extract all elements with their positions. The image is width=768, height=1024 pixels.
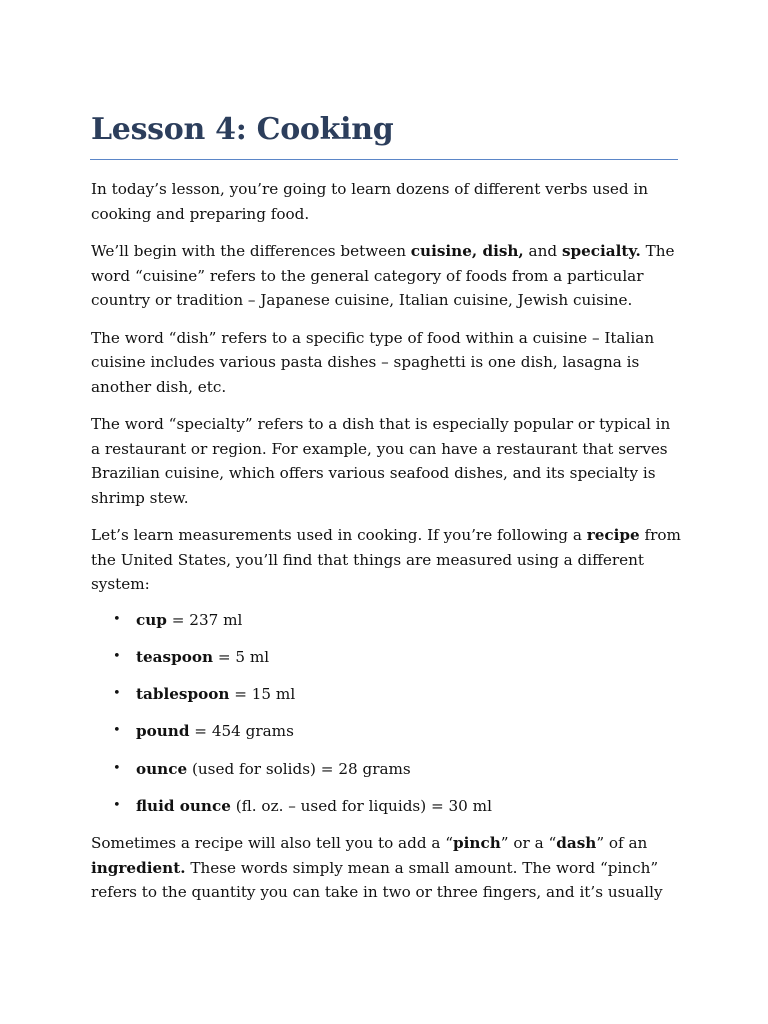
dish-paragraph: The word “dish” refers to a specific type of food within a cuisine – Italian cuisine includes various pasta dishes – spaghetti is one dish, lasagna is another dish, etc.: [91, 328, 655, 396]
bold-term-pinch: pinch: [453, 834, 501, 853]
bullet-icon: •: [113, 760, 121, 776]
list-item: [91, 757, 681, 782]
measure-term: fluid ounce: [136, 796, 231, 815]
list-item: [91, 608, 681, 633]
intro-paragraph: In today’s lesson, you’re going to learn dozens of different verbs used in cooking and preparing food.: [91, 180, 649, 223]
bold-terms: cuisine, dish,: [410, 242, 524, 260]
bullet-icon: •: [113, 723, 121, 739]
text-run: The word “cuisine” refers to the general category of foods from a particular country or tradition – Japanese cuisine, Italian cuisine, Jewish cuisine.: [91, 242, 675, 309]
measure-value: (fl. oz. – used for liquids) = 30 ml: [230, 796, 492, 815]
measure-term: ounce: [136, 759, 188, 778]
bullet-icon: •: [113, 648, 121, 664]
measurements-paragraph: [91, 523, 681, 597]
measurements-list: [91, 608, 681, 819]
text-run: and: [523, 242, 562, 260]
bold-term-ingredient: ingredient.: [91, 858, 186, 877]
text-run: ” of an: [596, 834, 648, 853]
bold-term-recipe: recipe: [586, 526, 640, 544]
text-run: These words simply mean a small amount. The word “pinch” refers to the quantity you can take in two or three fingers, and it’s usually: [91, 858, 663, 902]
list-item: [91, 645, 681, 670]
bullet-icon: •: [113, 611, 121, 627]
text-run: We’ll begin with the differences between: [91, 242, 411, 260]
measure-term: tablespoon: [136, 685, 230, 704]
pinch-dash-paragraph: [91, 831, 681, 905]
bullet-icon: •: [113, 686, 121, 702]
measure-term: pound: [136, 722, 190, 741]
measure-value: = 5 ml: [213, 647, 270, 666]
text-run: Let’s learn measurements used in cooking. If you’re following a: [91, 526, 587, 544]
measure-term: cup: [136, 610, 167, 629]
list-item: [91, 794, 681, 819]
text-run: ” or a “: [500, 834, 557, 853]
title-underline: [90, 159, 678, 160]
bullet-icon: •: [113, 797, 121, 813]
document-page: [91, 108, 681, 905]
measure-value: (used for solids) = 28 grams: [187, 759, 411, 778]
bold-term-dash: dash: [556, 834, 597, 853]
text-run: from the United States, you’ll find that things are measured using a different system:: [91, 526, 681, 593]
bold-term-specialty: specialty.: [561, 242, 641, 260]
list-item: [91, 682, 681, 707]
measure-term: teaspoon: [136, 647, 213, 666]
cuisine-dish-specialty-paragraph: [91, 239, 681, 313]
list-item: [91, 719, 681, 744]
measure-value: = 15 ml: [229, 685, 296, 704]
page-title: Lesson 4: Cooking: [91, 112, 394, 147]
text-run: Sometimes a recipe will also tell you to add a “: [91, 834, 454, 853]
measure-value: = 237 ml: [166, 610, 243, 629]
specialty-paragraph: The word “specialty” refers to a dish that is especially popular or typical in a restaurant or region. For example, you can have a restaurant that serves Brazilian cuisine, which offers various seafood dishes, and its specialty is shrimp stew.: [91, 415, 671, 507]
measure-value: = 454 grams: [189, 722, 294, 741]
